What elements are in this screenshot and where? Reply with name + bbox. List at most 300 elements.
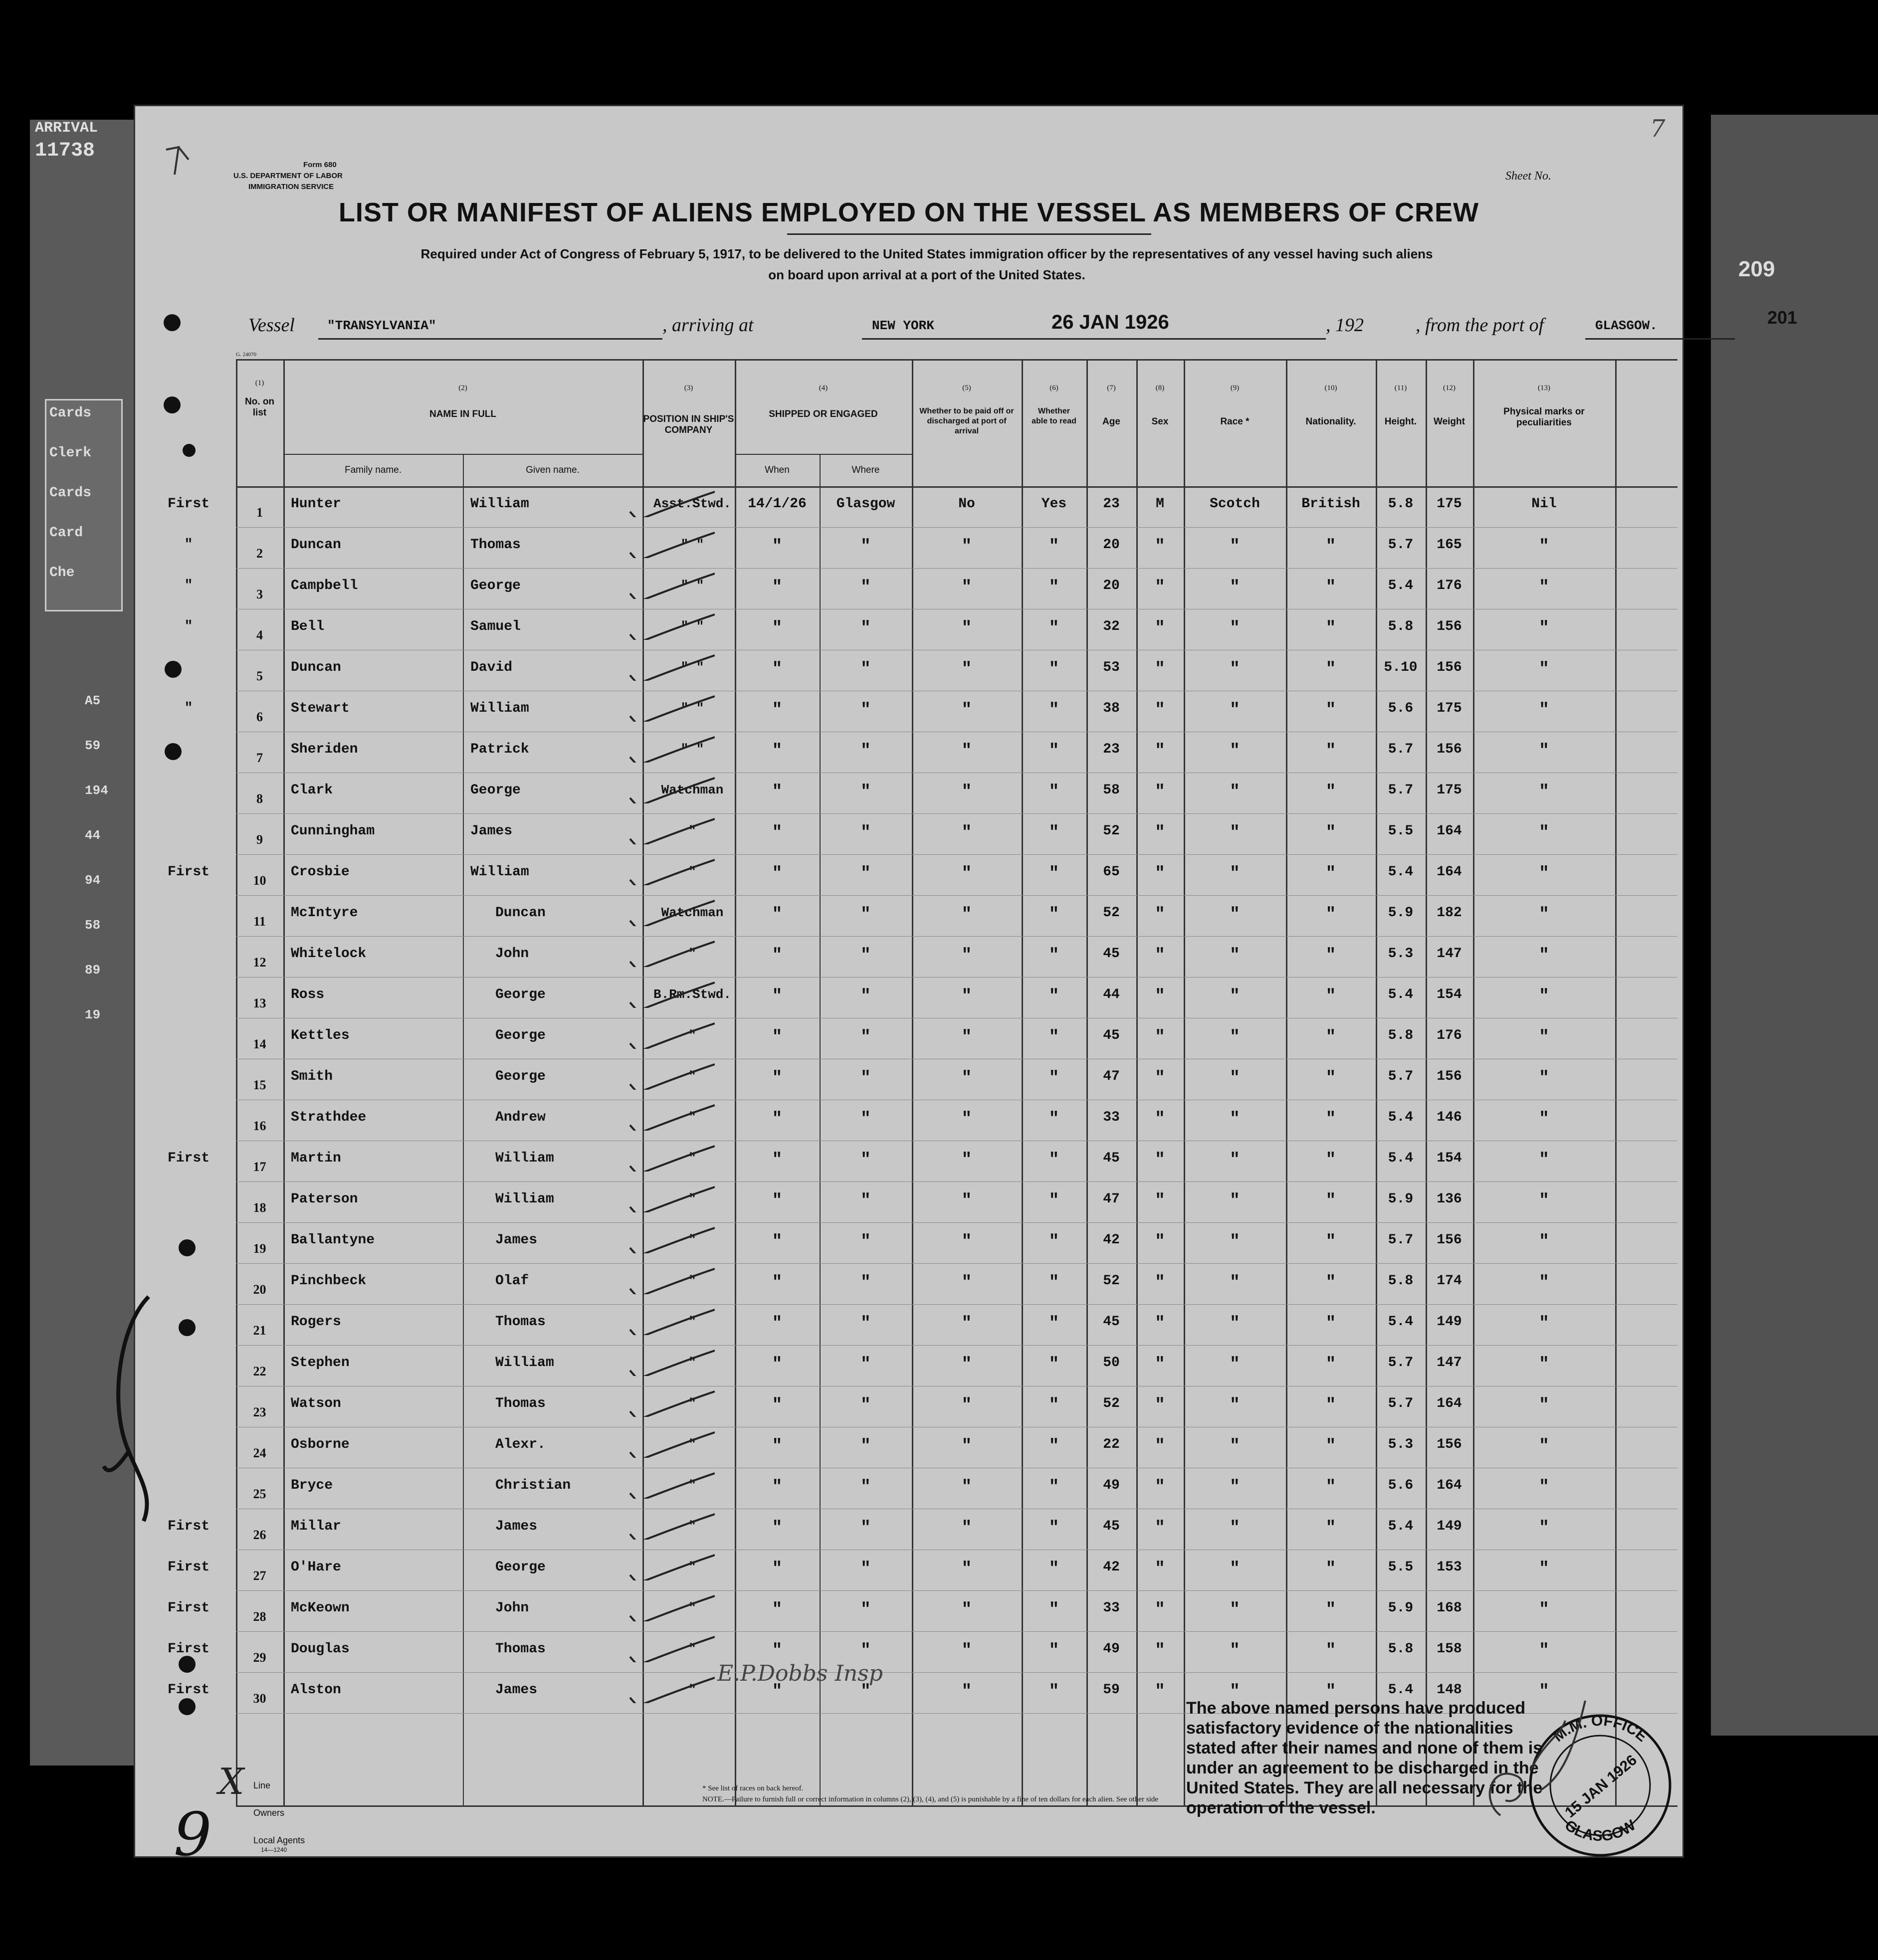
nationality-ditto: " bbox=[1325, 578, 1336, 597]
check-mark-icon bbox=[625, 653, 715, 681]
race-ditto: " bbox=[1230, 1191, 1240, 1210]
family-name: Stewart bbox=[291, 701, 350, 716]
race-ditto: " bbox=[1230, 1682, 1240, 1701]
sex-ditto: " bbox=[1155, 537, 1165, 556]
shipped-when-ditto: " bbox=[772, 1273, 783, 1292]
height: 5.7 bbox=[1388, 1069, 1414, 1084]
race-ditto: " bbox=[1230, 578, 1240, 597]
race-ditto: " bbox=[1230, 660, 1240, 679]
age: 58 bbox=[1103, 783, 1120, 798]
ship-position: " bbox=[688, 1641, 696, 1656]
paid-off-ditto: " bbox=[961, 946, 972, 965]
shipped-where-ditto: " bbox=[860, 578, 871, 597]
race-ditto: " bbox=[1230, 1110, 1240, 1129]
height: 5.9 bbox=[1388, 905, 1414, 921]
shipped-when-ditto: " bbox=[772, 946, 783, 965]
age: 23 bbox=[1103, 496, 1120, 512]
sex-ditto: " bbox=[1155, 1273, 1165, 1292]
check-mark-icon bbox=[625, 1266, 715, 1294]
age: 53 bbox=[1103, 660, 1120, 675]
weight: 158 bbox=[1437, 1641, 1462, 1657]
able-to-read-ditto: " bbox=[1048, 823, 1059, 842]
row-number: 26 bbox=[253, 1528, 266, 1542]
form-number: Form 680 bbox=[303, 161, 337, 169]
physical-marks-ditto: " bbox=[1539, 1110, 1549, 1129]
given-name: William bbox=[495, 1191, 554, 1207]
family-name: Paterson bbox=[291, 1191, 358, 1207]
ship-position: " bbox=[688, 823, 696, 838]
row-number: 23 bbox=[253, 1405, 266, 1419]
shipped-when-ditto: " bbox=[772, 905, 783, 924]
row-margin-note: " bbox=[184, 537, 193, 553]
shipped-where-ditto: " bbox=[860, 1028, 871, 1047]
race-ditto: " bbox=[1230, 1355, 1240, 1374]
where-header: Where bbox=[851, 465, 880, 475]
shipped-when-ditto: " bbox=[772, 578, 783, 597]
weight: 168 bbox=[1437, 1600, 1462, 1616]
age: 45 bbox=[1103, 946, 1120, 962]
paid-off-ditto: " bbox=[961, 1641, 972, 1660]
weight: 149 bbox=[1437, 1314, 1462, 1330]
nationality-ditto: " bbox=[1325, 864, 1336, 883]
able-to-read-ditto: " bbox=[1048, 1232, 1059, 1251]
year-label: , 192 bbox=[1326, 315, 1364, 336]
able-to-read-ditto: " bbox=[1048, 1355, 1059, 1374]
row-number: 1 bbox=[256, 505, 263, 520]
nationality-ditto: " bbox=[1325, 1191, 1336, 1210]
check-mark-icon bbox=[625, 1593, 715, 1621]
able-to-read-ditto: " bbox=[1048, 1519, 1059, 1538]
check-mark-icon bbox=[625, 571, 715, 599]
shipped-when-ditto: " bbox=[772, 1478, 783, 1497]
from-port-underline bbox=[1585, 338, 1735, 340]
row-number: 4 bbox=[256, 628, 263, 642]
shipped-where-ditto: " bbox=[860, 1396, 871, 1415]
row-margin-note: First bbox=[167, 1560, 209, 1575]
weight: 165 bbox=[1437, 537, 1462, 553]
row-number: 18 bbox=[253, 1200, 266, 1215]
sex-ditto: " bbox=[1155, 1355, 1165, 1374]
check-mark-icon bbox=[625, 1430, 715, 1458]
height: 5.7 bbox=[1388, 742, 1414, 757]
family-name: Hunter bbox=[291, 496, 341, 512]
shipped-where-ditto: " bbox=[860, 1682, 871, 1701]
arrival-label: ARRIVAL bbox=[35, 120, 98, 137]
row-number: 17 bbox=[253, 1160, 266, 1174]
cards-box bbox=[45, 399, 123, 611]
shipped-where-ditto: " bbox=[860, 1314, 871, 1333]
ship-position: B.Rm.Stwd. bbox=[653, 987, 732, 1002]
weight: 182 bbox=[1437, 905, 1462, 921]
check-mark-icon bbox=[625, 1348, 715, 1376]
physical-marks-ditto: " bbox=[1539, 905, 1549, 924]
able-to-read-ditto: " bbox=[1048, 1314, 1059, 1333]
form-header-block bbox=[233, 160, 343, 193]
family-name: Osborne bbox=[291, 1437, 350, 1452]
height: 5.7 bbox=[1388, 783, 1414, 798]
age: 45 bbox=[1103, 1519, 1120, 1534]
shipped-where-ditto: " bbox=[860, 1641, 871, 1660]
stub-mark: 44 bbox=[85, 828, 101, 843]
family-name-header: Family name. bbox=[344, 465, 402, 475]
col9-num: (9) bbox=[1230, 384, 1240, 392]
row-margin-note: " bbox=[184, 619, 193, 634]
age: 20 bbox=[1103, 537, 1120, 553]
given-name: Thomas bbox=[495, 1396, 546, 1411]
race-ditto: " bbox=[1230, 1478, 1240, 1497]
ship-position: " bbox=[688, 1519, 696, 1534]
weight: 147 bbox=[1437, 946, 1462, 962]
given-name: George bbox=[495, 1028, 546, 1043]
ship-position: " " bbox=[680, 660, 704, 675]
shipped-where-ditto: " bbox=[860, 1191, 871, 1210]
weight: 156 bbox=[1437, 619, 1462, 634]
shipped-subheader-rule bbox=[735, 454, 912, 455]
physical-marks-ditto: " bbox=[1539, 864, 1549, 883]
race-ditto: " bbox=[1230, 1519, 1240, 1538]
check-mark-icon bbox=[625, 1103, 715, 1131]
inspector-signature: E.P.Dobbs Insp bbox=[717, 1661, 883, 1686]
owners-label: Owners bbox=[253, 1808, 285, 1818]
row-number: 20 bbox=[253, 1282, 266, 1297]
shipped-when-ditto: " bbox=[772, 1396, 783, 1415]
height: 5.4 bbox=[1388, 1519, 1414, 1534]
check-mark-icon bbox=[625, 1307, 715, 1335]
date-underline bbox=[1046, 338, 1326, 340]
punch-hole bbox=[165, 743, 182, 760]
check-mark-icon bbox=[625, 776, 715, 803]
height: 5.8 bbox=[1388, 496, 1414, 512]
weight: 164 bbox=[1437, 1396, 1462, 1411]
shipped-when-ditto: " bbox=[772, 823, 783, 842]
shipped-where-ditto: " bbox=[860, 701, 871, 720]
shipped-when-ditto: " bbox=[772, 660, 783, 679]
age: 59 bbox=[1103, 1682, 1120, 1698]
height: 5.9 bbox=[1388, 1600, 1414, 1616]
row-margin-note: First bbox=[167, 1682, 209, 1698]
age: 42 bbox=[1103, 1232, 1120, 1248]
punch-hole bbox=[179, 1656, 196, 1673]
col9-header: Race * bbox=[1220, 416, 1250, 427]
nationality-ditto: " bbox=[1325, 1682, 1336, 1701]
paid-off-ditto: " bbox=[961, 619, 972, 638]
given-name: Samuel bbox=[470, 619, 521, 634]
paid-off-ditto: " bbox=[961, 742, 972, 761]
shipped-where-ditto: " bbox=[860, 1355, 871, 1374]
row-number: 5 bbox=[256, 669, 263, 683]
weight: 164 bbox=[1437, 864, 1462, 880]
right-stub-number: 209 bbox=[1738, 257, 1775, 281]
race-ditto: " bbox=[1230, 1151, 1240, 1170]
punch-hole bbox=[165, 661, 182, 678]
row-number: 7 bbox=[256, 751, 263, 765]
paid-off-ditto: " bbox=[961, 1232, 972, 1251]
row-number: 28 bbox=[253, 1609, 266, 1624]
sex-ditto: " bbox=[1155, 1682, 1165, 1701]
physical-marks-ditto: " bbox=[1539, 1191, 1549, 1210]
given-name: William bbox=[470, 496, 529, 512]
col12-num: (12) bbox=[1443, 384, 1456, 392]
weight: 156 bbox=[1437, 1069, 1462, 1084]
shipped-when-ditto: " bbox=[772, 1641, 783, 1660]
sex-ditto: " bbox=[1155, 1641, 1165, 1660]
row-number: 8 bbox=[256, 791, 263, 806]
shipped-where-ditto: " bbox=[860, 1273, 871, 1292]
race-ditto: " bbox=[1230, 1600, 1240, 1619]
row-margin-note: First bbox=[167, 1519, 209, 1534]
weight: 146 bbox=[1437, 1110, 1462, 1125]
race-ditto: " bbox=[1230, 1560, 1240, 1578]
weight: 175 bbox=[1437, 783, 1462, 798]
shipped-where-ditto: " bbox=[860, 1069, 871, 1088]
row-margin-note: First bbox=[167, 1600, 209, 1616]
stub-mark: 19 bbox=[85, 1007, 101, 1022]
shipped-where-ditto: " bbox=[860, 537, 871, 556]
punch-hole bbox=[179, 1698, 196, 1715]
sex-ditto: " bbox=[1155, 946, 1165, 965]
col6-header: Whether able to read bbox=[1032, 407, 1076, 425]
sex-ditto: " bbox=[1155, 578, 1165, 597]
age: 52 bbox=[1103, 905, 1120, 921]
nationality-ditto: " bbox=[1325, 1069, 1336, 1088]
given-name: William bbox=[470, 701, 529, 716]
able-to-read-ditto: " bbox=[1048, 864, 1059, 883]
shipped-when-ditto: " bbox=[772, 742, 783, 761]
height: 5.8 bbox=[1388, 1028, 1414, 1043]
race-ditto: " bbox=[1230, 1069, 1240, 1088]
family-name: Kettles bbox=[291, 1028, 350, 1043]
nationality-ditto: " bbox=[1325, 742, 1336, 761]
check-mark-icon bbox=[625, 612, 715, 640]
stamp-date: 15 JAN 1926 bbox=[1562, 1752, 1640, 1821]
weight: 156 bbox=[1437, 742, 1462, 757]
age: 33 bbox=[1103, 1600, 1120, 1616]
row-number: 30 bbox=[253, 1691, 266, 1706]
shipped-when-ditto: " bbox=[772, 783, 783, 801]
nationality-ditto: " bbox=[1325, 1600, 1336, 1619]
check-mark-icon bbox=[625, 857, 715, 885]
check-mark-icon bbox=[625, 1184, 715, 1212]
shipped-where-ditto: " bbox=[860, 987, 871, 1006]
ship-position: " " bbox=[680, 537, 704, 552]
row-number: 25 bbox=[253, 1487, 266, 1501]
height: 5.5 bbox=[1388, 1560, 1414, 1575]
given-name: Thomas bbox=[470, 537, 521, 553]
shipped-where-ditto: " bbox=[860, 660, 871, 679]
able-to-read-ditto: " bbox=[1048, 1028, 1059, 1047]
family-name: Duncan bbox=[291, 660, 341, 675]
age: 32 bbox=[1103, 619, 1120, 634]
nationality-ditto: " bbox=[1325, 1232, 1336, 1251]
paid-off-ditto: " bbox=[961, 701, 972, 720]
agents-code: 14—1240 bbox=[261, 1846, 287, 1853]
given-name: Andrew bbox=[495, 1110, 546, 1125]
height: 5.5 bbox=[1388, 823, 1414, 839]
col3-header: POSITION IN SHIP'S COMPANY bbox=[643, 414, 734, 435]
col6-num: (6) bbox=[1049, 384, 1058, 392]
given-name: William bbox=[470, 864, 529, 880]
given-name: Alexr. bbox=[495, 1437, 546, 1452]
weight: 148 bbox=[1437, 1682, 1462, 1698]
sex-ditto: " bbox=[1155, 1314, 1165, 1333]
shipped-when-ditto: " bbox=[772, 1560, 783, 1578]
subtitle-line-1: Required under Act of Congress of February 5, 1917, to be delivered to the United States immigration officer by the representatives of any vessel having such aliens bbox=[420, 246, 1433, 261]
stub-mark: 59 bbox=[85, 738, 101, 753]
ship-position: " bbox=[688, 1151, 696, 1166]
paid-off-ditto: " bbox=[961, 1396, 972, 1415]
local-agents-label: Local Agents bbox=[253, 1835, 305, 1845]
given-name: John bbox=[495, 1600, 529, 1616]
sex-ditto: " bbox=[1155, 1560, 1165, 1578]
height: 5.4 bbox=[1388, 1314, 1414, 1330]
able-to-read-ditto: " bbox=[1048, 1110, 1059, 1129]
stub-mark: 89 bbox=[85, 963, 101, 978]
col2-header: NAME IN FULL bbox=[429, 409, 497, 419]
page-title: LIST OR MANIFEST OF ALIENS EMPLOYED ON THE VESSEL AS MEMBERS OF CREW bbox=[338, 197, 1479, 227]
sex-ditto: " bbox=[1155, 1028, 1165, 1047]
height: 5.8 bbox=[1388, 619, 1414, 634]
physical-marks-ditto: " bbox=[1539, 1478, 1549, 1497]
sex: M bbox=[1156, 496, 1164, 512]
paid-off-ditto: " bbox=[961, 1355, 972, 1374]
stamp-bottom-text: GLASGOW bbox=[1561, 1817, 1639, 1845]
physical-marks-ditto: " bbox=[1539, 1273, 1549, 1292]
shipped-where-ditto: " bbox=[860, 742, 871, 761]
paid-off-ditto: " bbox=[961, 823, 972, 842]
page-subtitle bbox=[253, 243, 1600, 285]
weight: 156 bbox=[1437, 1232, 1462, 1248]
age: 45 bbox=[1103, 1028, 1120, 1043]
col1-num: (1) bbox=[255, 379, 264, 387]
height: 5.6 bbox=[1388, 1478, 1414, 1493]
col4-num: (4) bbox=[819, 384, 828, 392]
age: 50 bbox=[1103, 1355, 1120, 1371]
row-margin-note: First bbox=[167, 864, 209, 880]
ship-position: " bbox=[688, 1069, 696, 1084]
physical-marks-ditto: " bbox=[1539, 946, 1549, 965]
height: 5.4 bbox=[1388, 987, 1414, 1002]
row-number: 6 bbox=[256, 710, 263, 724]
height: 5.4 bbox=[1388, 578, 1414, 593]
row-margin-note: First bbox=[167, 496, 209, 512]
shipped-when-ditto: " bbox=[772, 701, 783, 720]
race-ditto: " bbox=[1230, 946, 1240, 965]
physical-marks-ditto: " bbox=[1539, 1641, 1549, 1660]
able-to-read: Yes bbox=[1041, 496, 1067, 512]
vessel-name: "TRANSYLVANIA" bbox=[327, 318, 436, 333]
row-number: 14 bbox=[253, 1037, 266, 1051]
row-number: 3 bbox=[256, 587, 263, 601]
weight: 147 bbox=[1437, 1355, 1462, 1371]
sex-ditto: " bbox=[1155, 701, 1165, 720]
ship-position: " " bbox=[680, 619, 704, 634]
family-name: Alston bbox=[291, 1682, 341, 1698]
check-mark-icon bbox=[625, 489, 715, 517]
row-number: 15 bbox=[253, 1078, 266, 1092]
check-mark-icon bbox=[625, 1553, 715, 1580]
card-label: Card bbox=[49, 525, 83, 541]
shipped-when-ditto: " bbox=[772, 1232, 783, 1251]
paid-off-ditto: " bbox=[961, 1314, 972, 1333]
shipped-where-ditto: " bbox=[860, 1478, 871, 1497]
check-mark-icon bbox=[625, 1225, 715, 1253]
family-name: Martin bbox=[291, 1151, 341, 1166]
able-to-read-ditto: " bbox=[1048, 946, 1059, 965]
race-ditto: " bbox=[1230, 742, 1240, 761]
race-ditto: " bbox=[1230, 823, 1240, 842]
race-ditto: " bbox=[1230, 1314, 1240, 1333]
row-number: 21 bbox=[253, 1323, 266, 1338]
sex-ditto: " bbox=[1155, 783, 1165, 801]
race-ditto: " bbox=[1230, 537, 1240, 556]
col1-header: No. on list bbox=[244, 396, 275, 418]
vessel-label: Vessel bbox=[248, 315, 295, 336]
family-name: McKeown bbox=[291, 1600, 350, 1616]
physical-marks-ditto: " bbox=[1539, 1151, 1549, 1170]
family-name: Pinchbeck bbox=[291, 1273, 367, 1289]
check-mark-icon bbox=[625, 1634, 715, 1662]
given-name: William bbox=[495, 1355, 554, 1371]
row-number: 29 bbox=[253, 1650, 266, 1665]
race-ditto: " bbox=[1230, 1232, 1240, 1251]
paid-off: No bbox=[958, 496, 975, 512]
physical-marks-ditto: " bbox=[1539, 1682, 1549, 1701]
physical-marks-ditto: " bbox=[1539, 783, 1549, 801]
ship-position: " bbox=[688, 1273, 696, 1288]
height: 5.7 bbox=[1388, 1396, 1414, 1411]
weight: 156 bbox=[1437, 1437, 1462, 1452]
check-mark-icon bbox=[625, 1062, 715, 1090]
col11-header: Height. bbox=[1384, 416, 1417, 427]
check-mark-icon bbox=[625, 980, 715, 1008]
physical-marks-ditto: " bbox=[1539, 987, 1549, 1006]
paid-off-ditto: " bbox=[961, 783, 972, 801]
age: 20 bbox=[1103, 578, 1120, 593]
shipped-where-ditto: " bbox=[860, 1560, 871, 1578]
shipped-when-ditto: " bbox=[772, 1151, 783, 1170]
col8-header: Sex bbox=[1151, 416, 1169, 427]
check-mark-icon bbox=[625, 1389, 715, 1417]
paid-off-ditto: " bbox=[961, 1600, 972, 1619]
paid-off-ditto: " bbox=[961, 1191, 972, 1210]
given-name: Thomas bbox=[495, 1314, 546, 1330]
row-number: 12 bbox=[253, 955, 266, 970]
able-to-read-ditto: " bbox=[1048, 783, 1059, 801]
master-signature bbox=[1470, 1691, 1600, 1820]
family-name: Sheriden bbox=[291, 742, 358, 757]
nationality-ditto: " bbox=[1325, 987, 1336, 1006]
given-name: Christian bbox=[495, 1478, 571, 1493]
paid-off-ditto: " bbox=[961, 1437, 972, 1456]
row-margin-note: " bbox=[184, 701, 193, 716]
sex-ditto: " bbox=[1155, 1191, 1165, 1210]
table-top-rule bbox=[236, 359, 1677, 361]
nationality-ditto: " bbox=[1325, 701, 1336, 720]
right-stub-strip bbox=[1711, 115, 1878, 1736]
given-name: James bbox=[495, 1232, 538, 1248]
race-ditto: " bbox=[1230, 619, 1240, 638]
age: 47 bbox=[1103, 1191, 1120, 1207]
paid-off-ditto: " bbox=[961, 1028, 972, 1047]
punch-hole bbox=[179, 1239, 196, 1256]
age: 45 bbox=[1103, 1314, 1120, 1330]
height: 5.10 bbox=[1384, 660, 1418, 675]
able-to-read-ditto: " bbox=[1048, 742, 1059, 761]
nationality-ditto: " bbox=[1325, 905, 1336, 924]
age: 49 bbox=[1103, 1478, 1120, 1493]
height: 5.9 bbox=[1388, 1191, 1414, 1207]
ship-position: " bbox=[688, 1396, 696, 1411]
